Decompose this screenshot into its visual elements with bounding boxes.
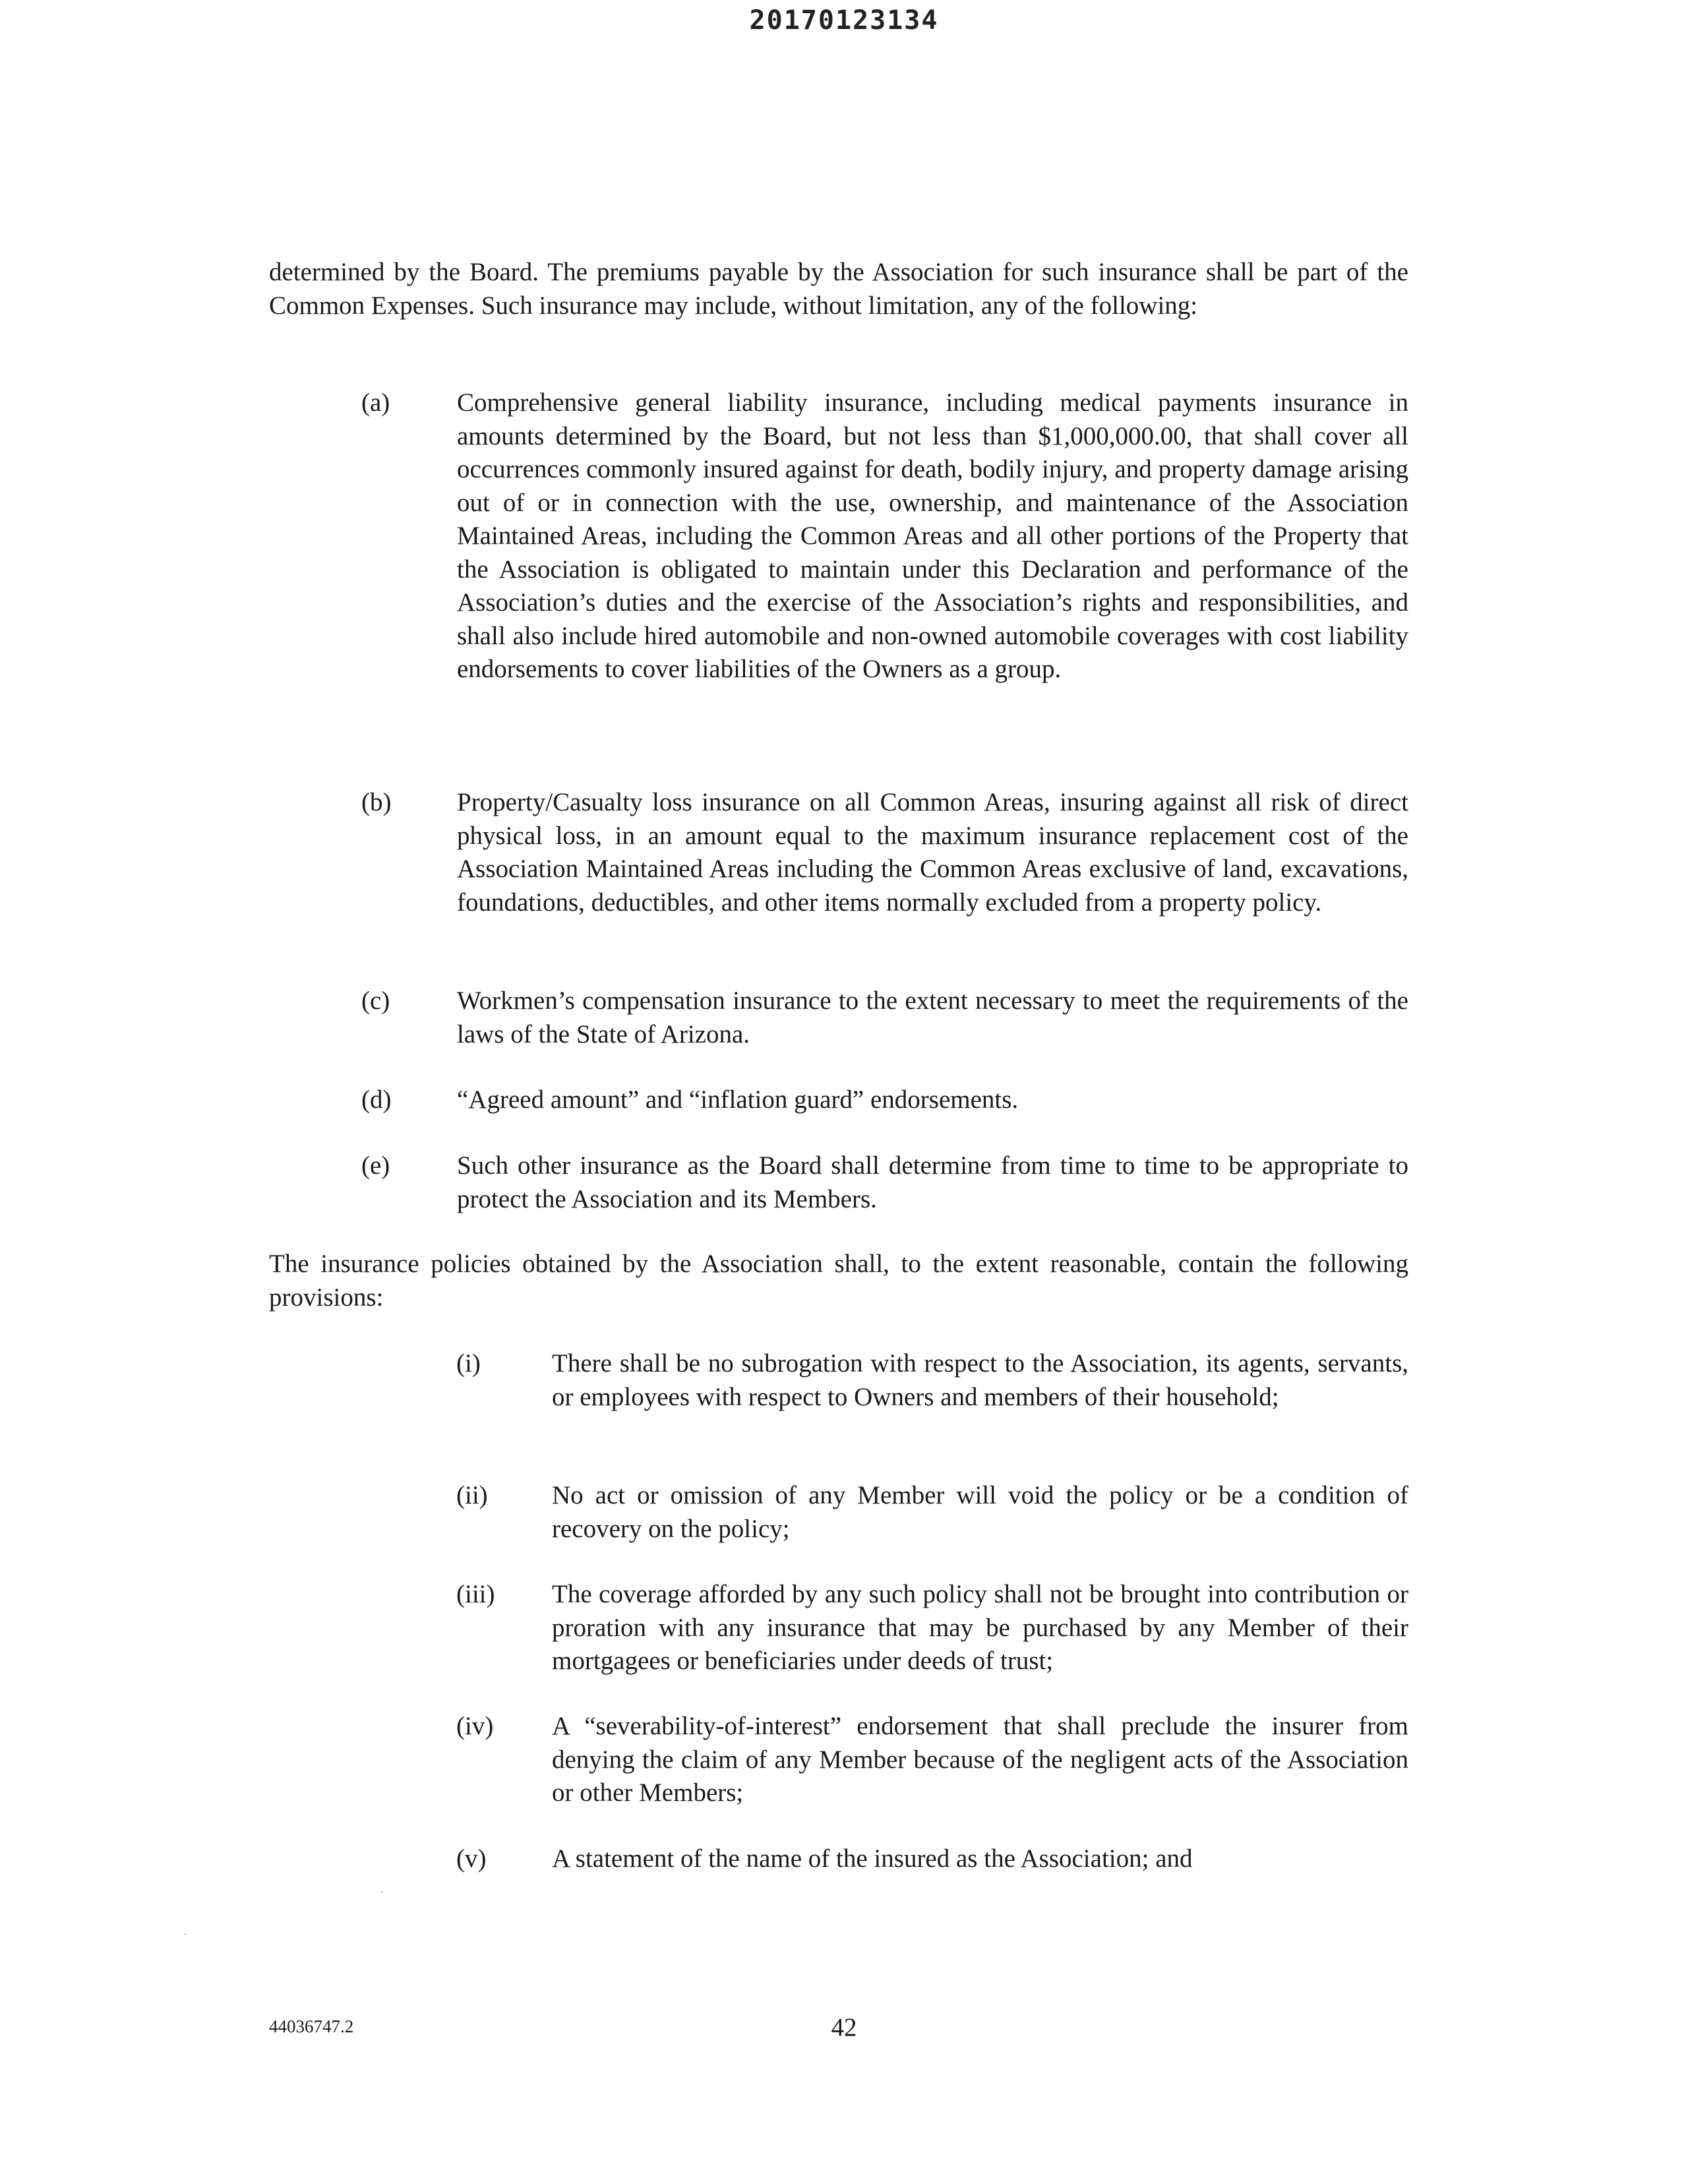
list-text-v: A statement of the name of the insured as the Association; and bbox=[552, 1844, 1193, 1873]
list-marker-ii: (ii) bbox=[456, 1481, 488, 1509]
list-text-i: There shall be no subrogation with respect to the Association, its agents, servants, or employees with respect to Owners and members of their household; bbox=[552, 1349, 1408, 1411]
list-text-iv: A “severability-of-interest” endorsement that shall preclude the insurer from denying the claim of any Member because of the negligent acts of the Association or other Members; bbox=[552, 1712, 1408, 1807]
list-text-iii: The coverage afforded by any such policy shall not be brought into contribution or proration with any insurance that may be purchased by any Member of their mortgagees or beneficiaries under deeds of trust; bbox=[552, 1580, 1408, 1675]
lead-paragraph: determined by the Board. The premiums payable by the Association for such insurance shall be part of the Common Expenses. Such insurance may include, without limitation, any of the following: bbox=[269, 258, 1408, 320]
list-text-d: “Agreed amount” and “inflation guard” endorsements. bbox=[457, 1085, 1019, 1114]
list-marker-iv: (iv) bbox=[456, 1712, 494, 1740]
list-text-c: Workmen’s compensation insurance to the extent necessary to meet the requirements of the laws of the State of Arizona. bbox=[457, 986, 1408, 1048]
provisions-intro: The insurance policies obtained by the Association shall, to the extent reasonable, contain the following provisions: bbox=[269, 1250, 1408, 1312]
scan-speck bbox=[185, 1933, 186, 1935]
list-marker-a: (a) bbox=[361, 388, 390, 417]
list-text-b: Property/Casualty loss insurance on all Common Areas, insuring against all risk of direct physical loss, in an amount equal to the maximum insurance replacement cost of the Association Maintained Areas including the Common Areas exclusive of land, excavations, foundations, deductibles, and other items normally excluded from a property policy. bbox=[457, 788, 1408, 917]
footer-page-number: 42 bbox=[831, 2013, 857, 2042]
list-marker-i: (i) bbox=[456, 1349, 481, 1378]
scan-speck bbox=[381, 1891, 382, 1893]
list-marker-v: (v) bbox=[456, 1844, 487, 1873]
recording-number: 20170123134 bbox=[749, 5, 939, 36]
footer-document-id: 44036747.2 bbox=[269, 2017, 354, 2036]
list-marker-d: (d) bbox=[361, 1085, 392, 1114]
list-marker-e: (e) bbox=[361, 1151, 390, 1180]
list-text-ii: No act or omission of any Member will void the policy or be a condition of recovery on the policy; bbox=[552, 1481, 1408, 1543]
list-marker-b: (b) bbox=[361, 788, 392, 816]
list-text-a: Comprehensive general liability insurance, including medical payments insurance in amounts determined by the Board, but not less than $1,000,000.00, that shall cover all occurrences commonly insured against for death, bodily injury, and property damage arising out of or in connection with the use, ownership, and maintenance of the Association Maintained Areas, including the Common Areas and all other portions of the Property that the Association is obligated to maintain under this Declaration and performance of the Association’s duties and the exercise of the Association’s rights and responsibilities, and shall also include hired automobile and non-owned automobile coverages with cost liability endorsements to cover liabilities of the Owners as a group. bbox=[457, 388, 1408, 683]
list-text-e: Such other insurance as the Board shall determine from time to time to be appropriate to protect the Association and its Members. bbox=[457, 1151, 1408, 1213]
list-marker-iii: (iii) bbox=[456, 1580, 495, 1608]
list-marker-c: (c) bbox=[361, 986, 390, 1015]
